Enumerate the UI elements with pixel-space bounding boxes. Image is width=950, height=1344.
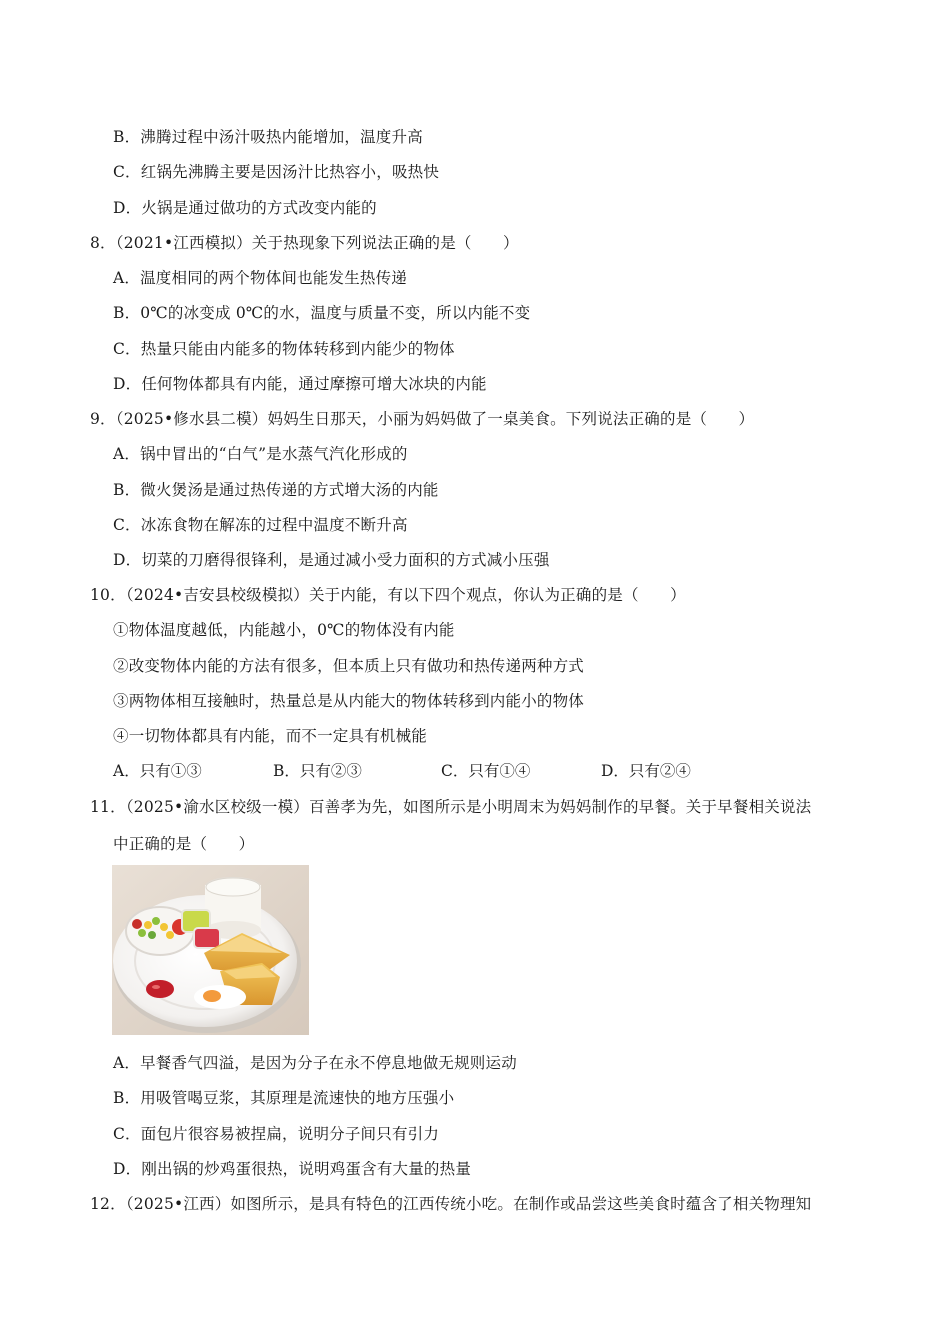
q9-option-d: D．切菜的刀磨得很锋利，是通过减小受力面积的方式减小压强: [113, 551, 550, 569]
q10-option-a: A．只有①③: [113, 762, 202, 780]
q8-option-a: A．温度相同的两个物体间也能发生热传递: [113, 269, 407, 287]
q10-option-b: B．只有②③: [273, 762, 362, 780]
q8-option-b: B．0℃的冰变成 0℃的水，温度与质量不变，所以内能不变: [113, 304, 531, 322]
q10-stem: 10．（2024•吉安县校级模拟）关于内能，有以下四个观点，你认为正确的是（ ）: [90, 586, 686, 604]
q11-option-c: C．面包片很容易被捏扁，说明分子间只有引力: [113, 1125, 440, 1143]
q10-option-d: D．只有②④: [601, 762, 691, 780]
q11-option-a: A．早餐香气四溢，是因为分子在永不停息地做无规则运动: [113, 1054, 517, 1072]
q7-option-c: C．红锅先沸腾主要是因汤汁比热容小，吸热快: [113, 163, 440, 181]
q8-option-c: C．热量只能由内能多的物体转移到内能少的物体: [113, 340, 455, 358]
q9-stem: 9．（2025•修水县二模）妈妈生日那天，小丽为妈妈做了一桌美食。下列说法正确的是（ ）: [90, 410, 755, 428]
q9-option-c: C．冰冻食物在解冻的过程中温度不断升高: [113, 516, 408, 534]
q11-stem-line2: 中正确的是（ ）: [113, 835, 255, 853]
q11-option-b: B．用吸管喝豆浆，其原理是流速快的地方压强小: [113, 1089, 455, 1107]
breakfast-photo: [112, 865, 309, 1035]
q12-stem: 12．（2025•江西）如图所示，是具有特色的江西传统小吃。在制作或品尝这些美食时蕴含了相关物理知: [90, 1195, 812, 1213]
q10-statement-2: ②改变物体内能的方法有很多，但本质上只有做功和热传递两种方式: [113, 657, 585, 675]
q10-statement-1: ①物体温度越低，内能越小，0℃的物体没有内能: [113, 621, 455, 639]
q7-option-b: B．沸腾过程中汤汁吸热内能增加，温度升高: [113, 128, 423, 146]
q7-option-d: D．火锅是通过做功的方式改变内能的: [113, 199, 377, 217]
q11-option-d: D．刚出锅的炒鸡蛋很热，说明鸡蛋含有大量的热量: [113, 1160, 472, 1178]
q9-option-a: A．锅中冒出的“白气”是水蒸气汽化形成的: [113, 445, 408, 463]
q8-option-d: D．任何物体都具有内能，通过摩擦可增大冰块的内能: [113, 375, 487, 393]
q10-statement-4: ④一切物体都具有内能，而不一定具有机械能: [113, 727, 428, 745]
q10-statement-3: ③两物体相互接触时，热量总是从内能大的物体转移到内能小的物体: [113, 692, 585, 710]
q9-option-b: B．微火煲汤是通过热传递的方式增大汤的内能: [113, 481, 439, 499]
q8-stem: 8．（2021•江西模拟）关于热现象下列说法正确的是（ ）: [90, 234, 519, 252]
q11-stem-line1: 11．（2025•渝水区校级一模）百善孝为先，如图所示是小明周末为妈妈制作的早餐。关于早餐相关说法: [90, 798, 812, 816]
q10-option-c: C．只有①④: [441, 762, 531, 780]
